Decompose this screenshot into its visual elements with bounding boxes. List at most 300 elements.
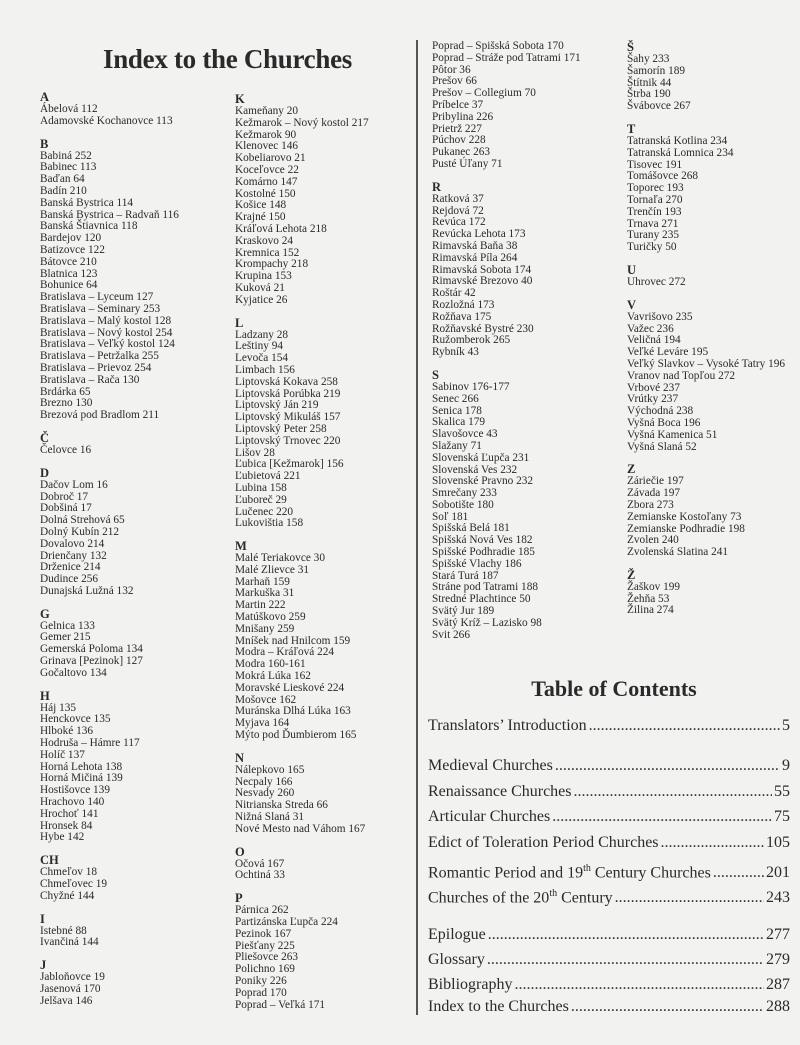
toc-entry-page: 288 (766, 998, 790, 1015)
index-entry: Limbach 156 (235, 363, 295, 376)
index-group (235, 539, 420, 742)
index-letter-heading: Ž (627, 567, 636, 582)
index-entry: Klenovec 146 (235, 140, 299, 153)
index-entry: Trnava 271 (627, 217, 679, 230)
index-entry: Záriečie 197 (627, 475, 684, 488)
index-entry: Muránska Dlhá Lúka 163 (235, 705, 351, 718)
index-group (627, 568, 800, 617)
index-entry: Spišská Nová Ves 182 (432, 534, 533, 547)
index-group (627, 462, 800, 559)
index-entry: Banská Štiavnica 118 (40, 220, 138, 233)
index-entry: Kameňany 20 (235, 105, 299, 117)
toc-leader-dots (514, 975, 764, 995)
index-entry: Švábovce 267 (627, 100, 691, 113)
index-entry: Liptovský Ján 219 (235, 399, 319, 412)
toc-leader-dots (615, 888, 764, 908)
index-entry: Bratislava – Prievoz 254 (40, 361, 152, 374)
index-entry: Púchov 228 (432, 134, 486, 147)
index-entry: Brezno 130 (40, 397, 93, 410)
index-entry: Trenčín 193 (627, 205, 682, 218)
index-entry: Slovenská Ves 232 (432, 463, 518, 476)
index-entry: Malé Teriakovce 30 (235, 552, 325, 565)
index-letter-heading: L (235, 315, 244, 330)
index-entry: Nižná Slaná 31 (235, 811, 305, 824)
index-letter-heading: M (235, 539, 247, 554)
index-entry: Komárno 147 (235, 175, 298, 188)
index-group (432, 368, 617, 642)
index-entry: Slavošovce 43 (432, 428, 498, 441)
index-entry: Kežmarok – Nový kostol 217 (235, 116, 369, 129)
index-entry: Babinec 113 (40, 161, 97, 174)
index-entry: Prešov – Collegium 70 (432, 87, 536, 100)
index-entry: Banská Bystrica 114 (40, 196, 134, 209)
index-entry: Badín 210 (40, 184, 87, 197)
column-divider (416, 40, 418, 1015)
index-entry: Istebné 88 (40, 924, 87, 937)
index-entry: Levoča 154 (235, 352, 289, 365)
index-entry: Batizovce 122 (40, 243, 105, 256)
index-entry: Marhaň 159 (235, 575, 290, 588)
toc-leader-dots (487, 950, 764, 970)
index-letter-heading: J (40, 958, 47, 973)
index-entry: Rybník 43 (432, 346, 479, 359)
index-entry: Slovenská Ľupča 231 (432, 451, 530, 464)
index-entry: Skalica 179 (432, 416, 486, 429)
index-letter-heading: CH (40, 853, 59, 868)
index-entry: Šahy 233 (627, 53, 670, 65)
index-entry: Malé Zlievce 31 (235, 563, 310, 576)
toc-entry-page: 5 (782, 717, 790, 734)
index-column-4 (627, 40, 800, 626)
index-entry: Ratková 37 (432, 192, 484, 205)
toc-entry-title: Churches of the 20th Century (428, 888, 613, 907)
index-entry: Kežmarok 90 (235, 128, 297, 141)
index-column-3 (432, 41, 617, 650)
index-title: Index to the Churches (103, 44, 352, 74)
index-letter-heading: K (235, 92, 245, 106)
index-group (627, 298, 800, 454)
index-entry: Dudince 256 (40, 573, 99, 586)
index-entry: Baďan 64 (40, 173, 85, 186)
index-entry: Ábelová 112 (40, 103, 98, 115)
index-entry: Važec 236 (627, 322, 674, 335)
index-entry: Senec 266 (432, 392, 479, 405)
index-group (40, 958, 230, 1007)
toc-title: Table of Contents (531, 676, 697, 701)
index-entry: Myjava 164 (235, 717, 290, 730)
toc-entry-title: Translators’ Introduction (428, 717, 587, 734)
index-entry: Pribylina 226 (432, 110, 494, 123)
index-letter-heading: Č (40, 430, 50, 445)
index-entry: Banská Bystrica – Radvaň 116 (40, 208, 179, 221)
index-letter-heading: P (235, 891, 243, 906)
index-entry: Krupina 153 (235, 270, 292, 283)
index-entry: Vranov nad Topľou 272 (627, 369, 736, 382)
index-entry: Zvolenská Slatina 241 (627, 546, 729, 559)
index-group (40, 853, 230, 902)
index-entry: Vrútky 237 (627, 393, 679, 406)
index-group (627, 122, 800, 254)
toc-entry-page: 279 (766, 951, 790, 968)
index-entry: Závada 197 (627, 487, 681, 500)
index-entry: Ľubietová 221 (235, 470, 301, 483)
index-letter-heading: R (432, 179, 442, 194)
index-entry: Hrochoť 141 (40, 807, 99, 820)
toc-leader-dots (555, 756, 780, 776)
index-entry: Hrachovo 140 (40, 796, 105, 809)
index-entry: Lubina 158 (235, 481, 287, 494)
index-entry: Bardejov 120 (40, 232, 102, 245)
index-entry: Žehňa 53 (627, 592, 670, 605)
toc-entry-page: 287 (766, 976, 790, 993)
index-entry: Brdárka 65 (40, 385, 91, 398)
index-letter-heading: N (235, 750, 245, 765)
index-entry: Nové Mesto nad Váhom 167 (235, 822, 366, 835)
index-group (235, 92, 420, 307)
index-entry: Revúcka Lehota 173 (432, 228, 526, 241)
index-letter-heading: S (432, 367, 439, 382)
index-entry: Krompachy 218 (235, 258, 309, 271)
index-entry: Zbora 273 (627, 498, 674, 511)
index-entry: Kráľová Lehota 218 (235, 222, 327, 235)
index-entry: Jabloňovce 19 (40, 971, 105, 984)
index-entry: Prešov 66 (432, 75, 477, 88)
index-entry: Tomášovce 268 (627, 170, 699, 183)
index-entry: Dunajská Lužná 132 (40, 584, 134, 597)
toc-entry-title: Medieval Churches (428, 757, 553, 774)
index-group (40, 431, 230, 457)
index-entry: Východná 238 (627, 405, 694, 418)
index-entry: Párnica 262 (235, 904, 289, 917)
index-entry: Ľubica [Kežmarok] 156 (235, 458, 344, 471)
index-entry: Sobotište 180 (432, 498, 494, 511)
index-entry: Rimavské Brezovo 40 (432, 275, 533, 288)
index-entry: Dačov Lom 16 (40, 478, 108, 491)
index-entry: Nitrianska Streda 66 (235, 799, 328, 812)
toc-entry (428, 950, 790, 970)
index-entry: Turičky 50 (627, 241, 677, 254)
index-entry: Stráne pod Tatrami 188 (432, 581, 538, 594)
toc-entry (428, 807, 790, 827)
index-entry: Mokrá Lúka 162 (235, 670, 311, 683)
index-entry: Bratislava – Lyceum 127 (40, 291, 154, 304)
index-entry: Jelšava 146 (40, 994, 93, 1007)
index-entry: Kostolné 150 (235, 187, 296, 200)
index-entry: Stredné Plachtince 50 (432, 593, 531, 606)
index-entry: Svit 266 (432, 628, 470, 641)
index-entry: Bratislava – Veľký kostol 124 (40, 338, 175, 351)
index-entry: Spišské Podhradie 185 (432, 546, 535, 559)
index-entry: Roštár 42 (432, 287, 476, 300)
index-letter-heading: Z (627, 462, 636, 477)
index-entry: Dovalovo 214 (40, 537, 105, 550)
index-entry: Pliešovce 263 (235, 951, 299, 964)
index-entry: Matúškovo 259 (235, 611, 306, 624)
index-entry: Rimavská Sobota 174 (432, 263, 532, 276)
index-entry: Hodruša – Hámre 117 (40, 737, 140, 750)
index-entry: Vrbové 237 (627, 381, 680, 394)
index-entry: Štrba 190 (627, 88, 671, 101)
index-entry: Dolný Kubín 212 (40, 525, 120, 538)
index-letter-heading: B (40, 136, 49, 151)
index-entry: Ľuboreč 29 (235, 493, 287, 506)
index-group (40, 689, 230, 845)
index-entry: Rožňava 175 (432, 310, 492, 323)
index-entry: Modra – Kráľová 224 (235, 646, 335, 659)
index-entry: Tatranská Lomnica 234 (627, 146, 734, 159)
index-entry: Pezinok 167 (235, 927, 292, 940)
index-column-1 (40, 90, 230, 1017)
toc-leader-dots (571, 997, 764, 1017)
index-entry: Poprad 170 (235, 986, 287, 999)
index-entry: Toporec 193 (627, 182, 684, 195)
index-entry: Modra 160-161 (235, 658, 306, 671)
index-entry: Moravské Lieskové 224 (235, 681, 345, 694)
index-entry: Gemerská Poloma 134 (40, 643, 143, 656)
index-entry: Brezová pod Bradlom 211 (40, 409, 160, 422)
index-entry: Jasenová 170 (40, 983, 101, 996)
index-entry: Grinava [Pezinok] 127 (40, 655, 143, 668)
index-group (40, 607, 230, 680)
toc-leader-dots (589, 716, 780, 736)
index-entry: Pusté Úľany 71 (432, 157, 503, 170)
index-entry: Liptovská Porúbka 219 (235, 387, 341, 400)
index-entry: Lučenec 220 (235, 505, 294, 518)
index-entry: Stará Turá 187 (432, 569, 499, 582)
index-letter-heading: A (40, 90, 50, 104)
index-entry: Hostišovce 139 (40, 784, 110, 797)
index-entry: Zemianske Kostoľany 73 (627, 510, 742, 523)
index-entry: Háj 135 (40, 701, 77, 714)
index-entry: Kobeliarovo 21 (235, 152, 306, 165)
toc-leader-dots (574, 782, 772, 802)
toc-entry-page: 55 (774, 783, 790, 800)
index-entry: Bátovce 210 (40, 255, 97, 268)
index-entry: Svätý Kríž – Lazisko 98 (432, 616, 542, 629)
index-entry: Liptovský Mikuláš 157 (235, 411, 341, 424)
index-entry: Dobroč 17 (40, 490, 89, 503)
index-entry: Poprad – Spišská Sobota 170 (432, 40, 564, 52)
index-entry: Kraskovo 24 (235, 234, 294, 247)
index-entry: Bratislava – Nový kostol 254 (40, 326, 173, 339)
index-entry: Mnišany 259 (235, 622, 295, 635)
toc-entry (428, 782, 790, 802)
toc-entry (428, 833, 790, 853)
index-entry: Pôtor 36 (432, 63, 471, 76)
toc-entry (428, 925, 790, 945)
index-entry: Blatnica 123 (40, 267, 98, 280)
index-entry: Rimavská Baňa 38 (432, 239, 518, 252)
index-entry: Bratislava – Seminary 253 (40, 302, 161, 315)
toc-entry-page: 105 (766, 834, 790, 851)
index-entry: Vyšná Kamenica 51 (627, 428, 718, 441)
index-entry: Veľké Leváre 195 (627, 346, 709, 359)
index-entry: Holíč 137 (40, 748, 85, 761)
index-entry: Mníšek nad Hnilcom 159 (235, 634, 351, 647)
index-entry: Polichno 169 (235, 963, 295, 976)
index-column-2 (235, 92, 420, 1020)
index-entry: Poniky 226 (235, 975, 287, 987)
index-entry: Ochtiná 33 (235, 869, 285, 882)
index-entry: Henckovce 135 (40, 713, 111, 726)
index-entry: Bohunice 64 (40, 279, 98, 292)
index-entry: Necpaly 166 (235, 775, 293, 788)
index-entry: Ivančiná 144 (40, 936, 99, 949)
index-entry: Ladzany 28 (235, 328, 289, 341)
index-letter-heading: T (627, 121, 636, 136)
index-letter-heading: U (627, 262, 637, 277)
index-entry: Spišské Vlachy 186 (432, 557, 522, 570)
toc-entry-page: 243 (766, 889, 790, 907)
index-entry: Kyjatice 26 (235, 293, 288, 306)
index-entry: Rozložná 173 (432, 298, 495, 311)
index-entry: Veličná 194 (627, 334, 681, 347)
index-entry: Drženice 214 (40, 561, 101, 574)
toc-entry-page: 201 (766, 864, 790, 882)
toc-entry-title: Renaissance Churches (428, 783, 572, 800)
toc-entry-title: Edict of Toleration Period Churches (428, 834, 659, 851)
toc-entry (428, 716, 790, 736)
toc-leader-dots (488, 925, 764, 945)
index-entry: Gočaltovo 134 (40, 666, 107, 679)
index-entry: Bratislava – Petržalka 255 (40, 350, 159, 363)
index-entry: Chmeľovec 19 (40, 878, 108, 891)
toc-entry (428, 975, 790, 995)
index-entry: Žilina 274 (627, 604, 674, 617)
index-group (40, 466, 230, 598)
index-entry: Babiná 252 (40, 149, 92, 162)
index-entry: Spišská Belá 181 (432, 522, 510, 535)
index-group (235, 845, 420, 883)
index-entry: Gemer 215 (40, 631, 91, 644)
index-entry: Revúca 172 (432, 216, 486, 229)
index-entry: Mošovce 162 (235, 693, 297, 706)
index-entry: Vyšná Boca 196 (627, 416, 701, 429)
index-entry: Tornaľa 270 (627, 193, 683, 206)
index-entry: Rožňavské Bystré 230 (432, 322, 534, 335)
index-entry: Markuška 31 (235, 587, 295, 600)
toc-entry (428, 859, 790, 883)
index-entry: Nálepkovo 165 (235, 763, 305, 776)
toc-leader-dots (713, 863, 764, 883)
index-entry: Zvolen 240 (627, 534, 679, 547)
index-group (432, 41, 617, 171)
index-entry: Chmeľov 18 (40, 866, 97, 879)
index-entry: Senica 178 (432, 404, 482, 417)
index-entry: Hronsek 84 (40, 819, 93, 832)
index-entry: Gelnica 133 (40, 619, 95, 632)
index-entry: Kuková 21 (235, 281, 285, 294)
index-entry: Koceľovce 22 (235, 163, 299, 176)
index-entry: Dolná Strehová 65 (40, 514, 125, 527)
index-entry: Krajné 150 (235, 211, 286, 224)
toc-entry-page: 9 (782, 757, 790, 774)
index-entry: Slovenské Pravno 232 (432, 475, 534, 488)
index-entry: Rejdová 72 (432, 204, 484, 217)
toc-entry-page: 75 (774, 808, 790, 825)
index-entry: Čelovce 16 (40, 443, 92, 456)
index-entry: Horná Lehota 138 (40, 760, 123, 773)
index-entry: Poprad – Stráže pod Tatrami 171 (432, 51, 581, 64)
toc-entry (428, 997, 790, 1017)
index-entry: Tisovec 191 (627, 158, 683, 171)
index-group (627, 40, 800, 113)
index-entry: Smrečany 233 (432, 487, 497, 500)
index-entry: Tatranská Kotlina 234 (627, 134, 728, 147)
index-letter-heading: G (40, 606, 50, 621)
index-entry: Košice 148 (235, 199, 287, 212)
index-entry: Lukovištia 158 (235, 517, 304, 530)
toc-leader-dots (661, 833, 764, 853)
index-entry: Martin 222 (235, 599, 286, 612)
index-group (235, 891, 420, 1011)
index-entry: Svätý Jur 189 (432, 605, 495, 618)
index-group (235, 751, 420, 836)
index-entry: Prietrž 227 (432, 122, 482, 135)
index-entry: Lišov 28 (235, 446, 275, 459)
index-group (627, 263, 800, 289)
toc-leader-dots (552, 807, 772, 827)
toc-entry-title: Bibliography (428, 976, 513, 993)
index-group (432, 180, 617, 359)
toc-entry-title: Epilogue (428, 926, 486, 943)
index-entry: Dobšiná 17 (40, 502, 92, 515)
index-entry: Poprad – Veľká 171 (235, 998, 326, 1011)
toc-entry-title: Romantic Period and 19th Century Churches (428, 863, 711, 882)
index-letter-heading: H (40, 688, 50, 703)
toc-entry-title: Index to the Churches (428, 998, 569, 1015)
index-entry: Veľký Slavkov – Vysoké Tatry 196 (627, 357, 786, 370)
index-group (40, 912, 230, 950)
index-entry: Liptovský Peter 258 (235, 422, 327, 435)
index-entry: Turany 235 (627, 229, 679, 242)
index-entry: Rimavská Píla 264 (432, 251, 518, 264)
toc-entry (428, 884, 790, 908)
index-group (235, 316, 420, 531)
index-entry: Pukanec 263 (432, 146, 491, 159)
index-group (40, 90, 230, 128)
index-entry: Bratislava – Malý kostol 128 (40, 314, 172, 327)
index-entry: Vyšná Slaná 52 (627, 440, 697, 453)
toc-entry-title: Articular Churches (428, 808, 551, 825)
index-entry: Soľ 181 (432, 510, 469, 523)
index-entry: Mýto pod Ďumbierom 165 (235, 729, 357, 742)
index-entry: Sabinov 176-177 (432, 380, 510, 393)
index-letter-heading: I (40, 911, 45, 926)
index-entry: Ružomberok 265 (432, 334, 511, 347)
index-letter-heading: V (627, 297, 637, 312)
index-group (40, 137, 230, 422)
index-letter-heading: O (235, 844, 245, 859)
index-entry: Štítnik 44 (627, 76, 672, 89)
index-entry: Hybe 142 (40, 831, 85, 844)
index-entry: Liptovský Trnovec 220 (235, 434, 341, 447)
index-entry: Nesvady 260 (235, 787, 295, 800)
index-entry: Šamorín 189 (627, 64, 686, 77)
toc-entry (428, 756, 790, 776)
index-entry: Adamovské Kochanovce 113 (40, 114, 173, 127)
index-letter-heading: Š (627, 40, 634, 54)
index-entry: Očová 167 (235, 857, 285, 870)
toc-entry-page: 277 (766, 926, 790, 943)
index-entry: Uhrovec 272 (627, 275, 686, 288)
index-entry: Horná Mičiná 139 (40, 772, 123, 785)
index-entry: Liptovská Kokava 258 (235, 375, 338, 388)
index-letter-heading: D (40, 465, 50, 480)
index-entry: Zemianske Podhradie 198 (627, 522, 745, 535)
index-entry: Slažany 71 (432, 439, 482, 452)
index-entry: Príbelce 37 (432, 98, 484, 111)
